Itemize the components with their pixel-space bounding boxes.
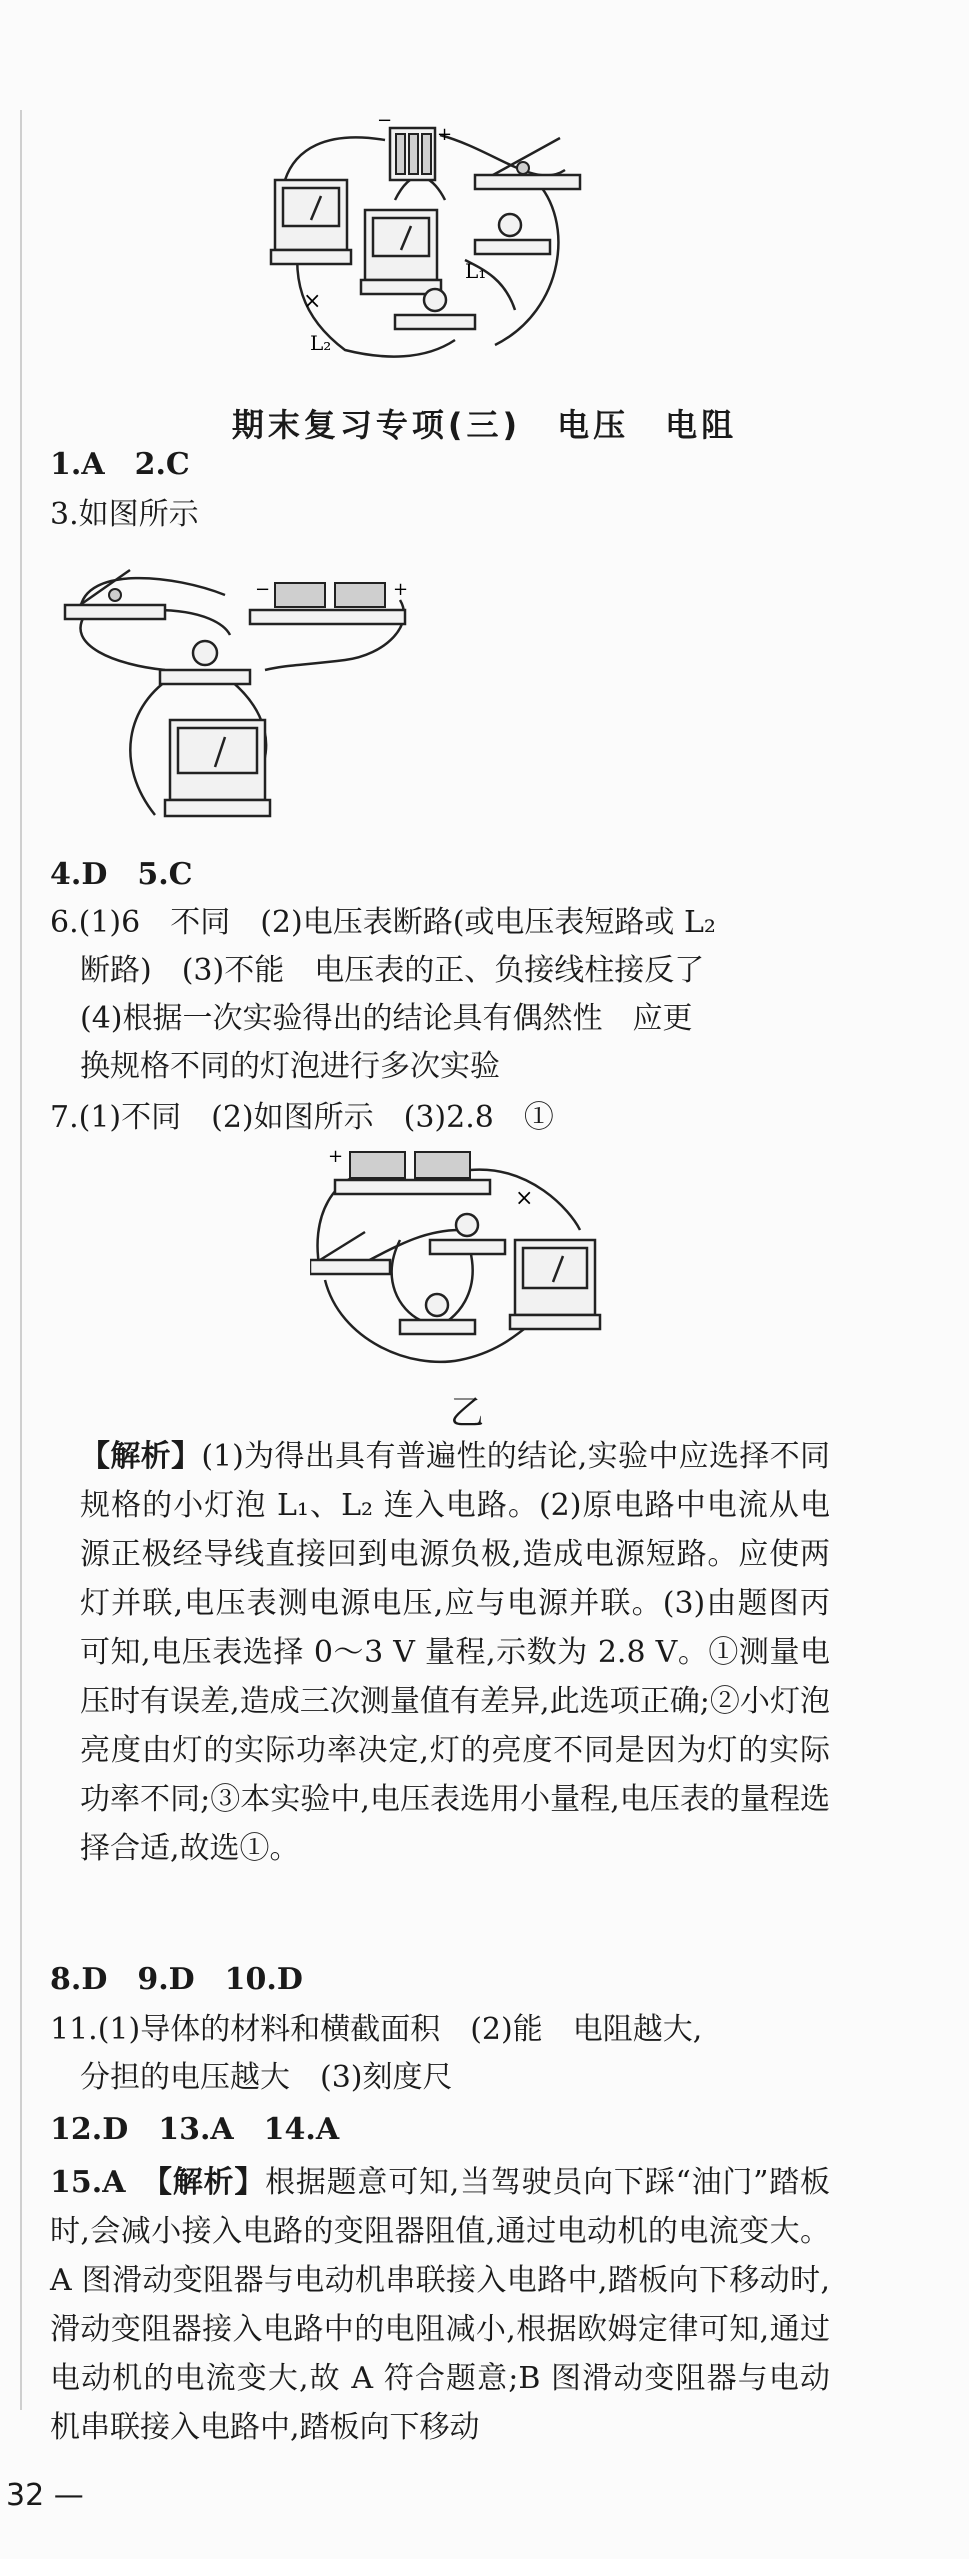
- q3-plus-sign: +: [393, 579, 409, 600]
- answer-7: 7.(1)不同 (2)如图所示 (3)2.8 ①: [50, 1100, 554, 1135]
- answer-6-line-2: 断路) (3)不能 电压表的正、负接线柱接反了: [80, 953, 705, 988]
- answer-11-line-2: 分担的电压越大 (3)刻度尺: [80, 2060, 453, 2095]
- answer-12-14: 12.D 13.A 14.A: [50, 2112, 340, 2147]
- analysis-15-tag: 【解析】: [157, 2165, 266, 2200]
- lamp-l1-label: L₁: [465, 259, 487, 283]
- circuit-figure-q3: [55, 555, 415, 835]
- q7-cross-mark: ×: [515, 1186, 534, 1211]
- answer-15-lead: 15.A: [50, 2165, 158, 2200]
- answer-11-line-1: 11.(1)导体的材料和横截面积 (2)能 电阻越大,: [50, 2012, 703, 2047]
- analysis-7-paragraph: [80, 1432, 830, 1873]
- circuit-figure-q7: [310, 1140, 610, 1380]
- section-heading: 期末复习专项(三) 电压 电阻: [231, 406, 738, 444]
- broken-wire-cross: ×: [303, 289, 322, 314]
- q7-plus-sign: +: [328, 1146, 344, 1167]
- battery-minus-sign: −: [377, 110, 393, 131]
- circuit-figure-top: [265, 110, 595, 370]
- answer-1-2: 1.A 2.C: [50, 447, 190, 482]
- q3-minus-sign: −: [255, 579, 271, 600]
- page-number: 32 —: [6, 2478, 84, 2513]
- answer-6-line-1: 6.(1)6 不同 (2)电压表断路(或电压表短路或 L₂: [50, 905, 716, 940]
- answer-6-line-3: (4)根据一次实验得出的结论具有偶然性 应更: [80, 1001, 693, 1036]
- answer-15-paragraph: [50, 2158, 830, 2452]
- answer-15-text: 根据题意可知,当驾驶员向下踩“油门”踏板时,会减小接入电路的变阻器阻值,通过电动机的电流变大。A 图滑动变阻器与电动机串联接入电路中,踏板向下移动时,滑动变阻器接入电路中的电阻减小,根据欧姆定律可知,通过电动机的电流变大,故 A 符合题意;B 图滑动变阻器与电动机串联接入电路中,踏板向下移动: [50, 2165, 830, 2445]
- answer-3: 3.如图所示: [50, 497, 199, 532]
- answer-6-line-4: 换规格不同的灯泡进行多次实验: [80, 1049, 500, 1084]
- figure-caption: 乙: [450, 1393, 484, 1433]
- margin-rule: [20, 110, 22, 2410]
- battery-plus-sign: +: [437, 124, 453, 145]
- analysis-7-text: (1)为得出具有普遍性的结论,实验中应选择不同规格的小灯泡 L₁、L₂ 连入电路。(2)原电路中电流从电源正极经导线直接回到电源负极,造成电源短路。应使两灯并联,电压表测电源电压,应与电源并联。(3)由题图丙可知,电压表选择 0～3 V 量程,示数为 2.8 V。①测量电压时有误差,造成三次测量值有差异,此选项正确;②小灯泡亮度由灯的实际功率决定,灯的亮度不同是因为灯的实际功率不同;③本实验中,电压表选用小量程,电压表的量程选择合适,故选①。: [80, 1439, 830, 1866]
- answer-8-10: 8.D 9.D 10.D: [50, 1962, 303, 1997]
- analysis-tag: 【解析】: [80, 1439, 202, 1474]
- answer-4-5: 4.D 5.C: [50, 857, 193, 892]
- lamp-l2-label: L₂: [310, 331, 332, 355]
